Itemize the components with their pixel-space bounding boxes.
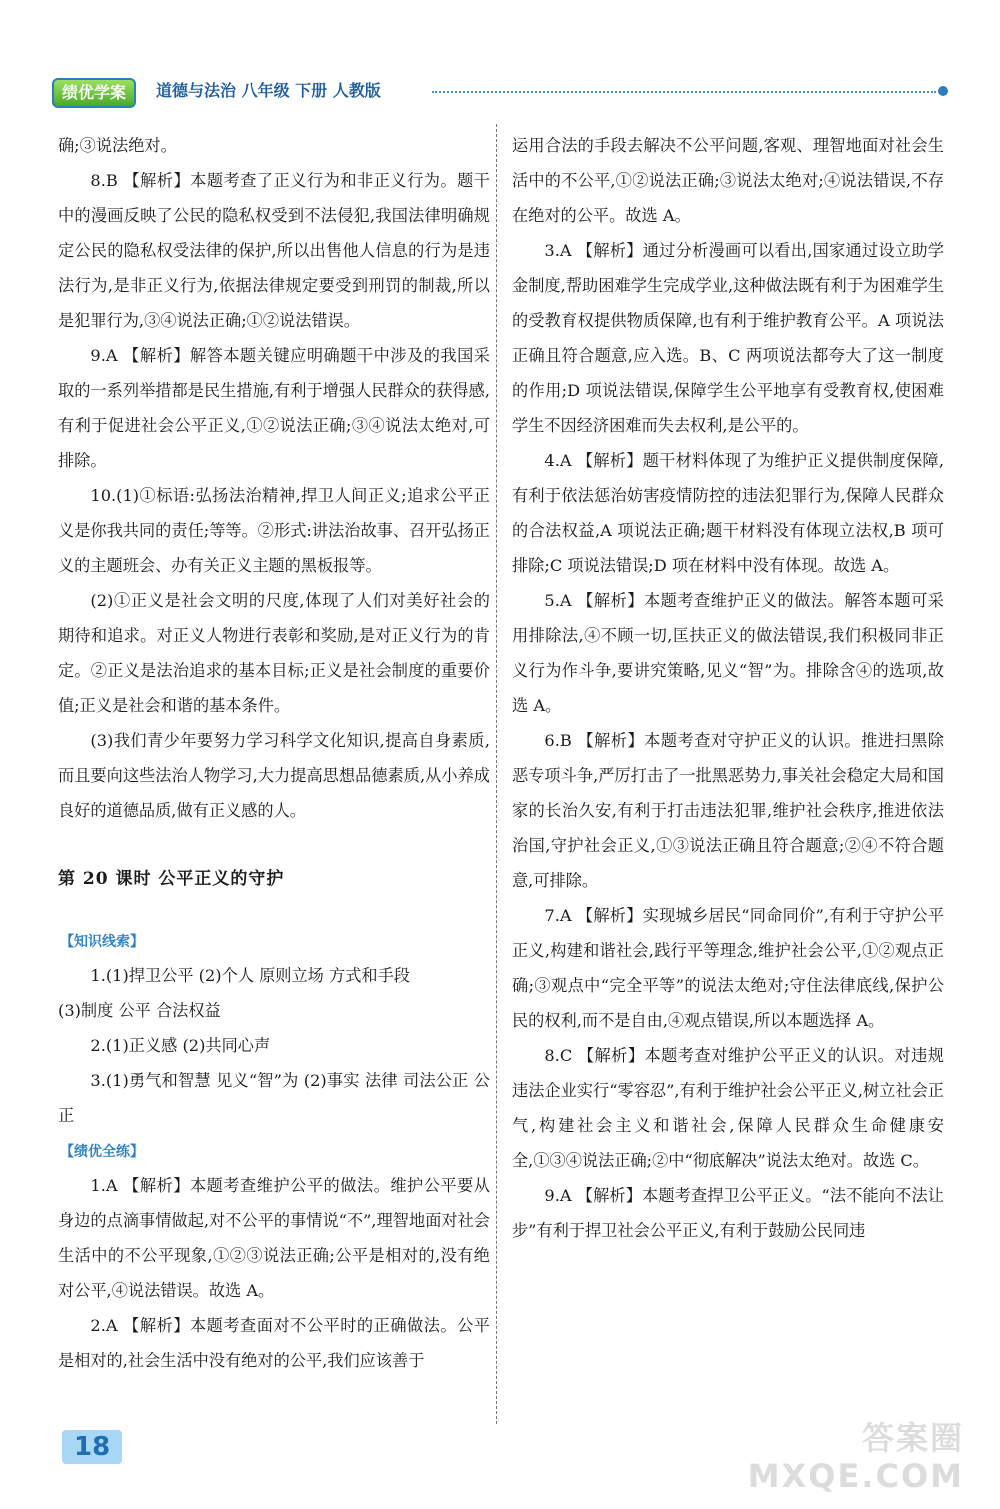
page-number: 18 — [62, 1430, 122, 1464]
practice-8: 8.C 【解析】本题考查对维护公平正义的认识。对违规违法企业实行“零容忍”,有利于维护社会公平正义,树立社会正气,构建社会主义和谐社会,保障人民群众生命健康安全,①③④说法正确;②中“彻底解决”说法太绝对。故选 C。 — [512, 1046, 944, 1170]
header-title: 道德与法治 八年级 下册 人教版 — [156, 81, 381, 100]
tag-knowledge-clues: 【知识线索】 — [60, 934, 144, 950]
knowledge-1b: (3)制度 公平 合法权益 — [58, 1001, 221, 1020]
header-dotted-rule — [432, 91, 936, 93]
practice-6: 6.B 【解析】本题考查对守护正义的认识。推进扫黑除恶专项斗争,严厉打击了一批黑恶势力,事关社会稳定大局和国家的长治久安,有利于打击违法犯罪,维护社会秩序,推进依法治国,守护社会正义,①③说法正确且符合题意;②④不符合题意,可排除。 — [512, 731, 944, 890]
brand-logo: 绩优学案 — [52, 78, 136, 108]
answer-10-2: (2)①正义是社会文明的尺度,体现了人们对美好社会的期待和追求。对正义人物进行表彰和奖励,是对正义行为的肯定。②正义是法治追求的基本目标;正义是社会制度的重要价值;正义是社会和谐的基本条件。 — [58, 591, 490, 715]
knowledge-3: 3.(1)勇气和智慧 见义“智”为 (2)事实 法律 司法公正 公正 — [58, 1071, 490, 1125]
answer-8: 8.B 【解析】本题考查了正义行为和非正义行为。题干中的漫画反映了公民的隐私权受到不法侵犯,我国法律明确规定公民的隐私权受法律的保护,所以出售他人信息的行为是违法行为,是非正义行为,依据法律规定要受到刑罚的制裁,所以是犯罪行为,③④说法正确;①②说法错误。 — [58, 171, 490, 330]
answer-10-3: (3)我们青少年要努力学习科学文化知识,提高自身素质,而且要向这些法治人物学习,大力提高思想品德素质,从小养成良好的道德品质,做有正义感的人。 — [58, 731, 490, 820]
left-column — [58, 128, 490, 1378]
column-divider — [496, 124, 497, 1424]
watermark-line2: MXQE.COM — [747, 1457, 964, 1495]
right-column — [512, 128, 944, 1248]
answer-10-1: 10.(1)①标语:弘扬法治精神,捍卫人间正义;追求公平正义是你我共同的责任;等等。②形式:讲法治故事、召开弘扬正义的主题班会、办有关正义主题的黑板报等。 — [58, 486, 490, 575]
practice-3: 3.A 【解析】通过分析漫画可以看出,国家通过设立助学金制度,帮助困难学生完成学业,这种做法既有利于为困难学生的受教育权提供物质保障,也有利于维护教育公平。A 项说法正确且符合题意,应入选。B、C 两项说法都夸大了这一制度的作用;D 项说法错误,保障学生公平地享有受教育权,使困难学生不因经济困难而失去权利,是公平的。 — [512, 241, 944, 435]
paragraph: 运用合法的手段去解决不公平问题,客观、理智地面对社会生活中的不公平,①②说法正确;③说法太绝对;④说法错误,不存在绝对的公平。故选 A。 — [512, 136, 944, 225]
page-header — [52, 76, 948, 106]
header-end-dot — [938, 86, 948, 96]
practice-2: 2.A 【解析】本题考查面对不公平时的正确做法。公平是相对的,社会生活中没有绝对的公平,我们应该善于 — [58, 1316, 490, 1370]
tag-practice: 【绩优全练】 — [60, 1144, 144, 1160]
practice-4: 4.A 【解析】题干材料体现了为维护正义提供制度保障,有利于依法惩治妨害疫情防控的违法犯罪行为,保障人民群众的合法权益,A 项说法正确;题干材料没有体现立法权,B 项可排除;C 项说法错误;D 项在材料中没有体现。故选 A。 — [512, 451, 944, 575]
section-title: 第 20 课时 公平正义的守护 — [58, 869, 285, 889]
knowledge-2: 2.(1)正义感 (2)共同心声 — [90, 1036, 271, 1055]
watermark — [748, 1419, 964, 1495]
knowledge-1a: 1.(1)捍卫公平 (2)个人 原则立场 方式和手段 — [90, 966, 410, 985]
answer-9: 9.A 【解析】解答本题关键应明确题干中涉及的我国采取的一系列举措都是民生措施,有利于增强人民群众的获得感,有利于促进社会公平正义,①②说法正确;③④说法太绝对,可排除。 — [58, 346, 490, 470]
practice-7: 7.A 【解析】实现城乡居民“同命同价”,有利于守护公平正义,构建和谐社会,践行平等理念,维护社会公平,①②观点正确;③观点中“完全平等”的说法太绝对;守住法律底线,保护公民的权利,而不是自由,④观点错误,所以本题选择 A。 — [512, 906, 944, 1030]
paragraph: 确;③说法绝对。 — [58, 136, 177, 155]
practice-5: 5.A 【解析】本题考查维护正义的做法。解答本题可采用排除法,④不顾一切,匡扶正义的做法错误,我们积极同非正义行为作斗争,要讲究策略,见义“智”为。排除含④的选项,故选 A。 — [512, 591, 944, 715]
practice-1: 1.A 【解析】本题考查维护公平的做法。维护公平要从身边的点滴事情做起,对不公平的事情说“不”,理智地面对社会生活中的不公平现象,①②③说法正确;公平是相对的,没有绝对公平,④说法错误。故选 A。 — [58, 1176, 490, 1300]
practice-9: 9.A 【解析】本题考查捍卫公平正义。“法不能向不法让步”有利于捍卫社会公平正义,有利于鼓励公民同违 — [512, 1186, 944, 1240]
watermark-line1: 答案圈 — [861, 1419, 964, 1457]
